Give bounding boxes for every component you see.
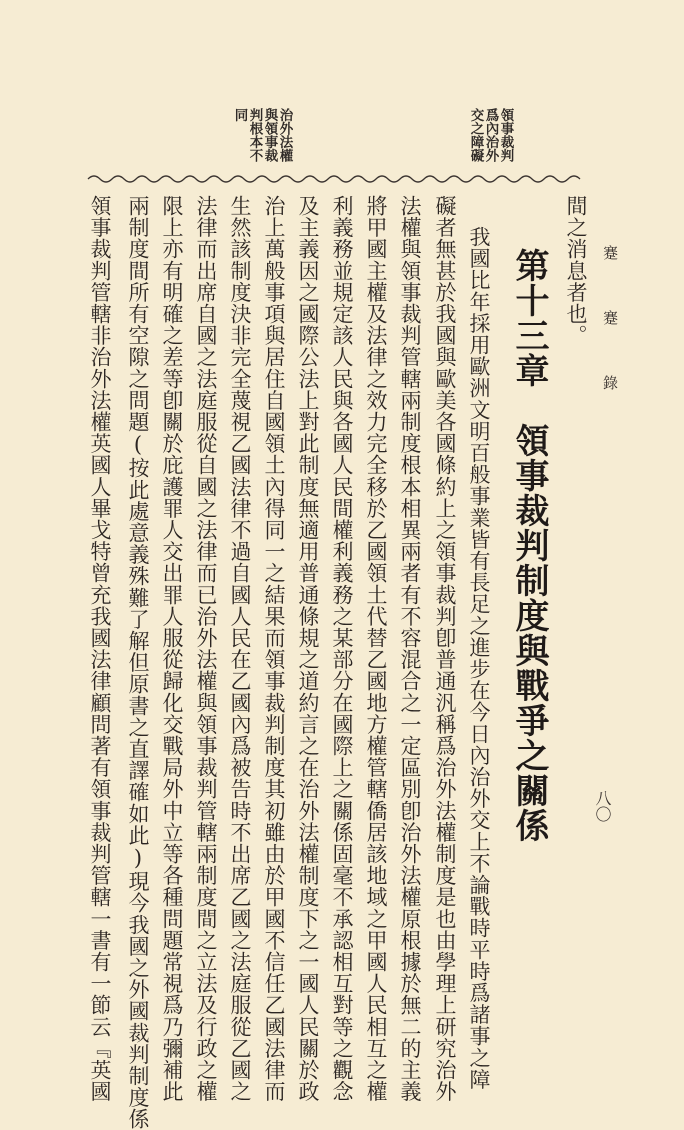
margin-note-line: 同 (231, 108, 248, 122)
body-line: 限上亦有明確之差等卽關於庇護罪人交出罪人服從歸化交戰局外中立等各種問題常視爲乃彌補此 (160, 195, 184, 1103)
body-line: 領事裁判管轄非治外法權英國人畢戈特曾充我國法律顧問著有領事裁判管轄一書有一節云『英國 (88, 195, 112, 1103)
body-line: 兩制度間所有空隙之問題(按此處意義殊難了解但原書之直譯確如此)現今我國之外國裁判制度係 (126, 195, 150, 1130)
running-header: 蹇 蹇 錄 (601, 245, 619, 406)
margin-note-line: 領事裁判 (497, 108, 514, 162)
margin-note-line: 與領事裁 (261, 108, 278, 162)
chapter-title: 第十三章 領事裁判制度與戰爭之關係 (509, 248, 549, 843)
margin-note-line: 交之障礙 (467, 108, 484, 162)
page-number: 八〇 (593, 790, 612, 822)
body-line: 生然該制度決非完全蔑視乙國法律不過自國人民在乙國內爲被告時不出席乙國之法庭服從乙國之 (228, 195, 252, 1103)
body-line: 法權與領事裁判管轄兩制度根本相異兩者有不容混合之一定區別卽治外法權原根據於無二的主義 (398, 195, 422, 1103)
body-line: 間之消息者也。 (564, 195, 588, 347)
body-line: 治上萬般事項與居住自國領土內得同一之結果而領事裁判制度其初雖由於甲國不信任乙國法律而 (262, 195, 286, 1103)
margin-note-line: 治外法權 (276, 108, 293, 162)
body-line: 將甲國主權及法律之效力完全移於乙國領土代替乙國地方權管轄僑居該地域之甲國人民相互之權 (364, 195, 388, 1103)
margin-note-line: 判根本不 (246, 108, 263, 162)
body-line: 利義務並規定該人民與各國人民間權利義務之某部分在國際上之關係固毫不承認相互對等之觀念 (330, 195, 354, 1103)
margin-note-line: 爲內治外 (482, 108, 499, 162)
body-line: 我國比年採用歐洲文明百般事業皆有長足之進步在今日內治外交上不論戰時平時爲諸事之障 (467, 226, 491, 1090)
body-line: 礙者無甚於我國與歐美各國條約上之領事裁判卽普通汎稱爲治外法權制度是也由學理上研究治外 (433, 195, 457, 1103)
wavy-divider (88, 172, 583, 186)
body-line: 法律而出席自國之法庭服從自國之法律而已治外法權與領事裁判管轄兩制度間之立法及行政之權 (194, 195, 218, 1103)
body-line: 及主義因之國際公法上對此制度無適用普通條規之道約言之在治外法權制度下之一國人民關於政 (296, 195, 320, 1103)
